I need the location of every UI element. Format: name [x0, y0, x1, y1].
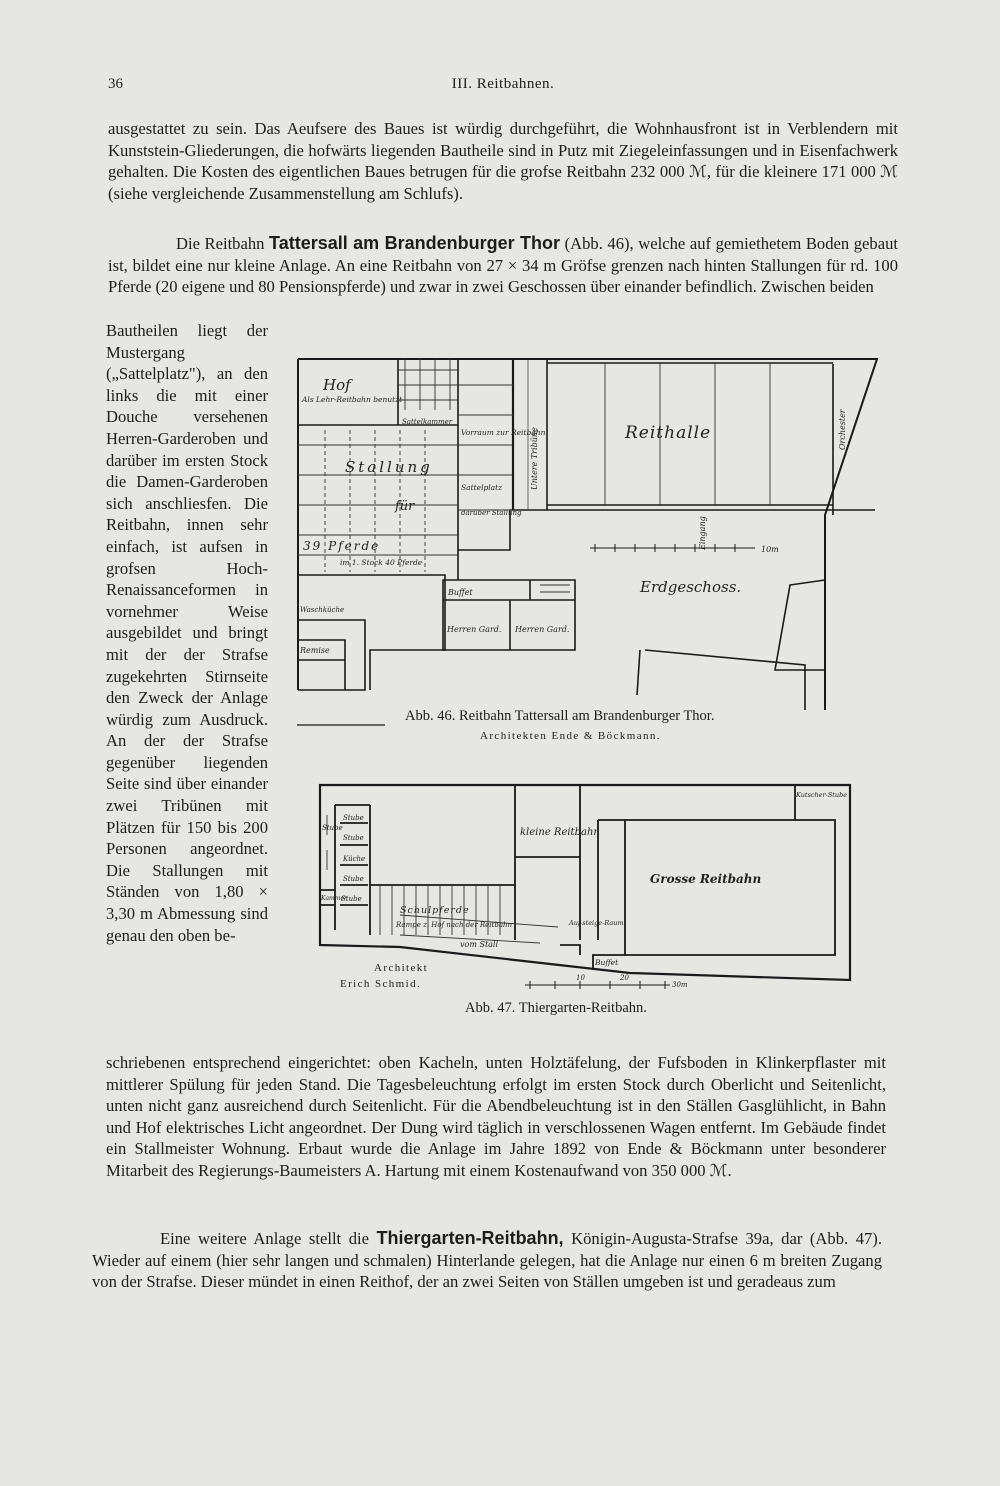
fig46-label-herren-gard-2: Herren Gard. [515, 625, 570, 634]
fig46-label-darueber: darüber Stallung [461, 509, 522, 517]
fig47-label-vom-stall: vom Stall [460, 940, 499, 949]
fig46-label-orchester: Orchester [838, 409, 847, 450]
figure-46-caption: Abb. 46. Reitbahn Tattersall am Brandenburger Thor. [405, 708, 715, 724]
fig47-label-kleine-reitbahn: kleine Reitbahn [520, 827, 600, 838]
page-header [108, 76, 898, 100]
thiergarten-title: Thiergarten-Reitbahn, [376, 1228, 564, 1248]
fig46-label-erdgeschoss: Erdgeschoss. [640, 578, 742, 596]
narrow-column-text [106, 320, 268, 946]
paragraph-4 [92, 1228, 882, 1293]
paragraph-3-text: schriebenen entsprechend eingerichtet: oben Kacheln, unten Holztäfelung, der Fufsboden in Klinkerpflaster mit mittlerer Spülung für jeden Stand. Die Tagesbeleuchtung erfolgt im ersten Stock durch Oberlicht und Seitenlicht, unten nicht ganz ausreichend durch Seitenlicht. Für die Abendbeleuchtung ist in den Ställen Gasglühlicht, in Bahn und Hof elektrisches Licht angeordnet. Der Dung wird täglich in verschlossenen Wagen entfernt. Im Gebäude findet ein Stallmeister Wohnung. Erbaut wurde die Anlage im Jahre 1892 von Ende & Böckmann unter besonderer Mitarbeit des Regierungs-Baumeisters A. Hartung mit einem Kostenaufwand von 350 000 ℳ. [106, 1053, 886, 1180]
fig46-label-stock: im 1. Stock 40 Pferde [340, 558, 423, 567]
paragraph-2-rest: (Abb. 46), welche auf gemiethetem Boden gebaut ist, bildet eine nur kleine Anlage. An eine Reitbahn von 27 × 34 m Gröfse grenzen nach hinten Stallungen für rd. 100 Pferde (20 eigene und 80 Pensionspferde) und zwar in zwei Geschossen über einander befindlich. Zwischen beiden [108, 234, 898, 297]
fig46-label-hof-note: Als Lehr-Reitbahn benutzt [302, 395, 403, 404]
fig46-label-pferde: 39 Pferde [303, 539, 381, 553]
paragraph-1 [108, 118, 898, 204]
fig46-label-stallung: Stallung [345, 458, 433, 476]
running-title: III. Reitbahnen. [451, 76, 555, 92]
paragraph-4-rest: Königin-Augusta-Strafse 39a, dar (Abb. 47). Wieder auf einem (hier sehr langen und schmalen) Hinterlande gelegen, hat die Anlage nur einen 6 m breiten Zugang von der Strafse. Dieser mündet in einen Reithof, der an zwei Seiten von Ställen umgeben ist und geradeaus zum [92, 1229, 882, 1292]
fig47-label-grosse-reitbahn: Grosse Reitbahn [650, 872, 762, 886]
fig47-scale-30: 30m [672, 981, 688, 989]
fig46-label-vorraum: Vorraum zur Reitbahn [461, 428, 546, 437]
figure-46-credit: Architekten Ende & Böckmann. [480, 730, 661, 742]
fig46-label-eingang: Eingang [698, 516, 707, 550]
fig46-label-untere-tribuene: Untere Tribüne [530, 427, 539, 490]
fig47-label-schulpferde: Schulpferde [400, 905, 470, 916]
tattersall-title: Tattersall am Brandenburger Thor [269, 233, 561, 253]
fig47-scale-20: 20 [620, 974, 629, 982]
page-number: 36 [108, 76, 123, 92]
fig46-label-remise: Remise [300, 646, 330, 655]
fig46-label-herren-gard-1: Herren Gard. [447, 625, 502, 634]
fig47-label-kutscher-stube: Kutscher-Stube [796, 791, 848, 799]
figure-47-caption: Abb. 47. Thiergarten-Reitbahn. [465, 1000, 647, 1016]
fig46-label-waschkueche: Waschküche [300, 606, 345, 614]
figure-47-credit-1: Architekt [374, 962, 429, 974]
fig47-label-stube-1: Stube [322, 824, 343, 832]
fig46-label-sattelplatz: Sattelplatz [461, 483, 503, 492]
fig47-label-aufsteige: Auf-steige-Raum [569, 919, 624, 927]
paragraph-4-lead: Eine weitere Anlage stellt die [160, 1229, 369, 1248]
fig47-label-buffet: Buffet [595, 958, 619, 967]
figure-47-credit-2: Erich Schmid. [340, 978, 422, 990]
fig47-label-kueche: Küche [343, 855, 366, 863]
fig47-label-stube-4: Stube [343, 875, 364, 883]
fig47-label-rampe: Rampe z. Hof nach der Reitbahn [396, 921, 513, 929]
paragraph-3 [106, 1052, 886, 1182]
figure-46-floor-plan [285, 350, 895, 750]
fig46-label-sattelkammer: Sattelkammer [402, 418, 453, 426]
fig46-label-hof: Hof [323, 376, 351, 394]
fig47-label-kammer: Kammer [321, 895, 347, 902]
fig47-label-stube-2: Stube [343, 814, 364, 822]
fig47-label-stube-5: Stube [341, 895, 362, 903]
fig46-label-fuer: für [395, 499, 415, 514]
paragraph-1-text: ausgestattet zu sein. Das Aeufsere des Baues ist würdig durchgeführt, die Wohnhausfront ist in Verblendern mit Kunststein-Gliederungen, die hofwärts liegenden Bautheile sind in Putz mit Ziegeleinfassungen und in Eisenfachwerk gehalten. Die Kosten des eigentlichen Baues betrugen für die grofse Reitbahn 232 000 ℳ, für die kleinere 171 000 ℳ (siehe vergleichende Zusammenstellung am Schlufs). [108, 119, 898, 203]
paragraph-2 [108, 233, 898, 298]
fig46-scale-label: 10m [761, 545, 779, 554]
fig47-label-stube-3: Stube [343, 834, 364, 842]
fig46-label-reithalle: Reithalle [625, 423, 712, 443]
fig47-scale-10: 10 [576, 974, 585, 982]
fig46-label-buffet: Buffet [448, 588, 473, 597]
paragraph-2-lead: Die Reitbahn [176, 234, 265, 253]
column-text: Bautheilen liegt der Mustergang („Sattelplatz"), an den links die mit einer Douche versehenen Herren-Garderoben und darüber im ersten Stock die Damen-Garderoben sich anschliesfen. Die Reitbahn, innen sehr einfach, ist aufsen in grofsen Hoch-Renaissanceformen in vornehmer Weise ausgebildet und bringt mit der der Strafse zugekehrten Stirnseite den Zweck der Anlage würdig zum Ausdruck. An der der Strafse gegenüber liegenden Seite sind über einander zwei Tribünen mit Plätzen für 150 bis 200 Personen angeordnet. Die Stallungen mit Ständen von 1,80 × 3,30 m Abmessung sind genau den oben be- [106, 321, 268, 945]
